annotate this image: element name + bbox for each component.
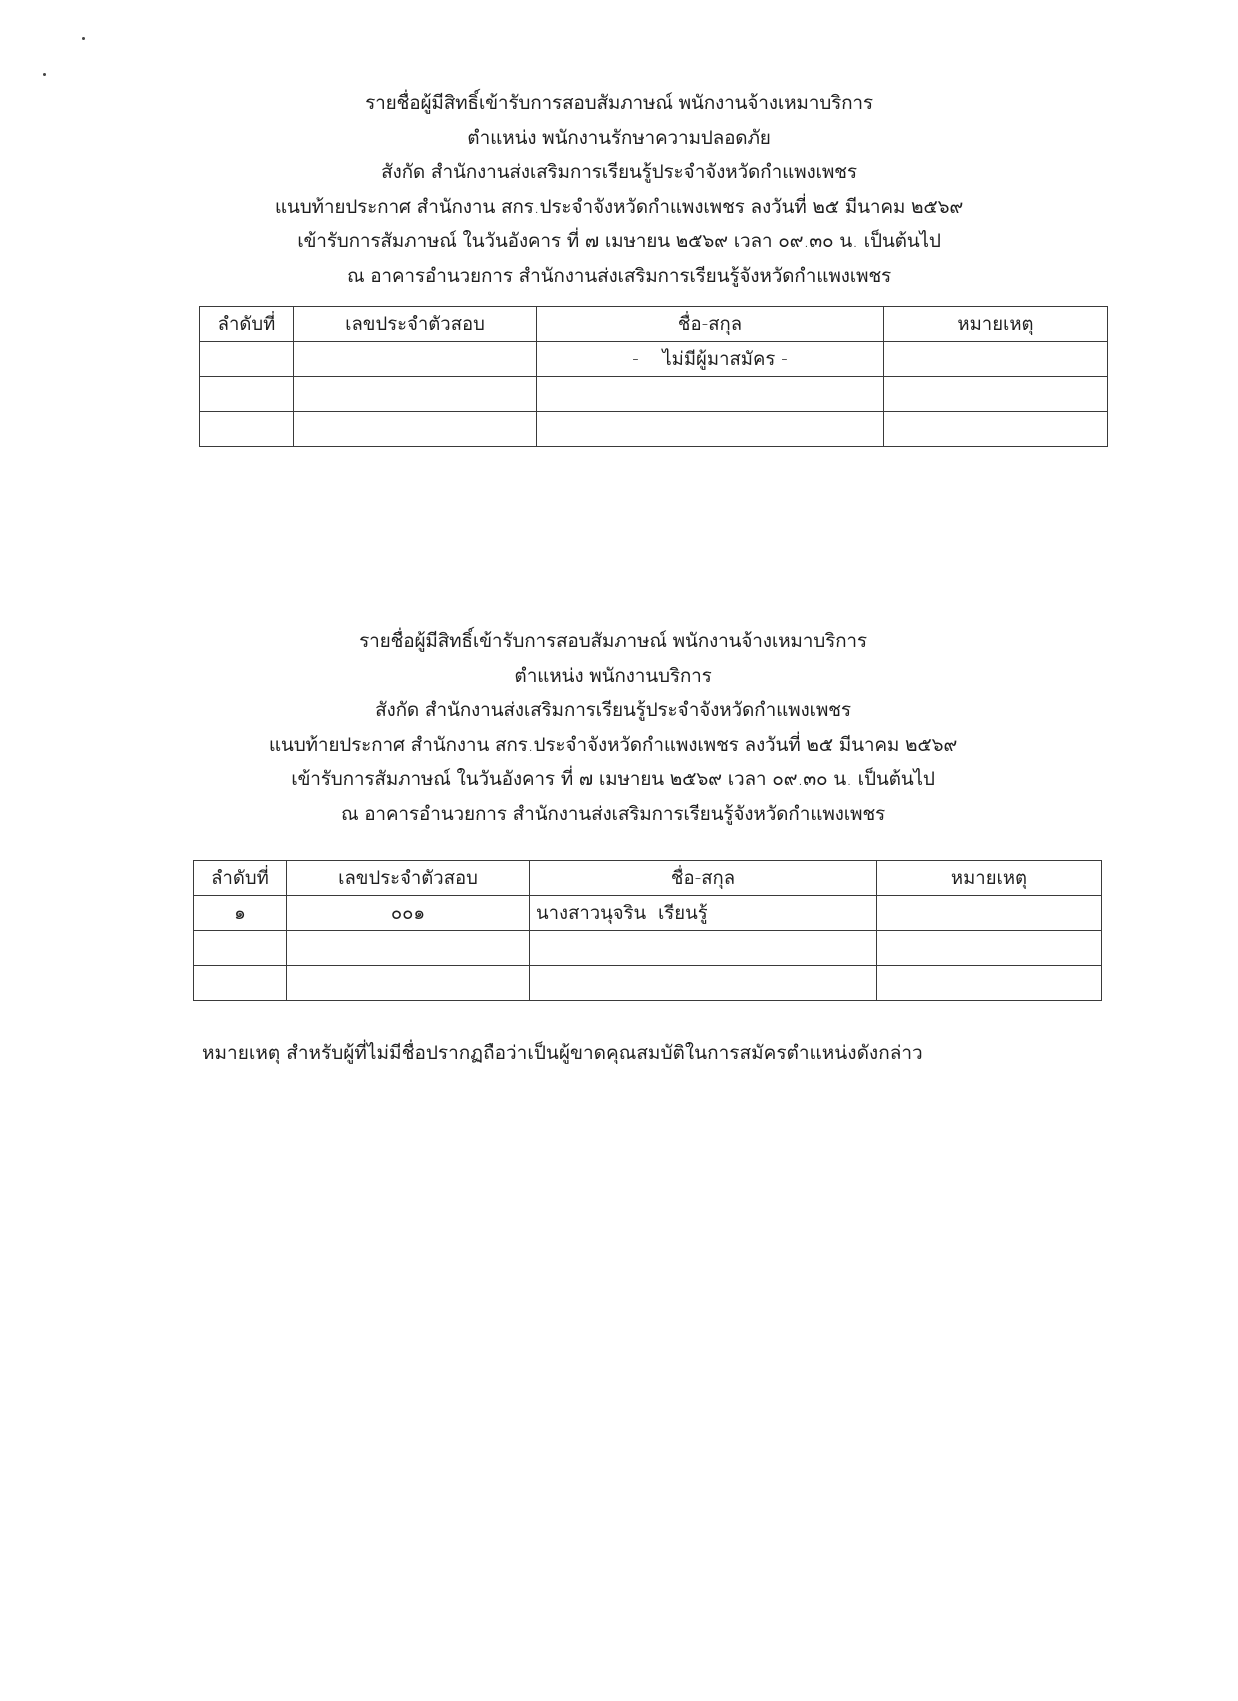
cell-exam-id [287,966,530,1001]
cell-exam-id [294,412,537,447]
cell-full-name [537,412,884,447]
col-header-full-name: ชื่อ-สกุล [530,861,877,896]
cell-remark [884,377,1108,412]
col-header-full-name: ชื่อ-สกุล [537,307,884,342]
cell-remark [877,966,1102,1001]
section-1-candidate-table [199,306,1108,447]
table-row [200,342,1108,377]
cell-full-name [537,377,884,412]
cell-full-name [530,931,877,966]
cell-exam-id [294,342,537,377]
col-header-order: ลำดับที่ [200,307,294,342]
scan-speck [43,73,46,76]
table-row [194,966,1102,1001]
section-1-interview-schedule: เข้ารับการสัมภาษณ์ ในวันอังคาร ที่ ๗ เมษายน ๒๕๖๙ เวลา ๐๙.๓๐ น. เป็นต้นไป [297,230,941,252]
table-row [200,412,1108,447]
section-2-venue: ณ อาคารอำนวยการ สำนักงานส่งเสริมการเรียนรู้จังหวัดกำแพงเพชร [340,802,886,825]
section-1-heading [0,86,1238,293]
col-header-exam-id: เลขประจำตัวสอบ [287,861,530,896]
section-2-heading [0,624,1232,831]
section-2-affiliation: สังกัด สำนักงานส่งเสริมการเรียนรู้ประจำจังหวัดกำแพงเพชร [375,699,851,721]
cell-order [194,966,287,1001]
cell-order: ๑ [194,896,287,931]
section-2-title: รายชื่อผู้มีสิทธิ์เข้ารับการสอบสัมภาษณ์ พนักงานจ้างเหมาบริการ [359,630,867,652]
section-1-venue: ณ อาคารอำนวยการ สำนักงานส่งเสริมการเรียนรู้จังหวัดกำแพงเพชร [346,264,892,287]
table-row [194,931,1102,966]
cell-remark [877,896,1102,931]
section-1-position: ตำแหน่ง พนักงานรักษาความปลอดภัย [467,126,771,149]
cell-no-applicant: - ไม่มีผู้มาสมัคร - [537,342,884,377]
section-1-affiliation: สังกัด สำนักงานส่งเสริมการเรียนรู้ประจำจังหวัดกำแพงเพชร [381,161,857,183]
col-header-remark: หมายเหตุ [877,861,1102,896]
cell-order [194,931,287,966]
cell-order [200,377,294,412]
cell-full-name: นางสาวนุจริน เรียนรู้ [530,896,877,931]
cell-remark [884,342,1108,377]
section-2-interview-schedule: เข้ารับการสัมภาษณ์ ในวันอังคาร ที่ ๗ เมษายน ๒๕๖๙ เวลา ๐๙.๓๐ น. เป็นต้นไป [291,768,935,790]
table-header-row [194,861,1102,896]
scan-speck [82,37,85,40]
footnote-remark: หมายเหตุ สำหรับผู้ที่ไม่มีชื่อปรากฏถือว่าเป็นผู้ขาดคุณสมบัติในการสมัครตำแหน่งดังกล่าว [202,1042,923,1064]
col-header-order: ลำดับที่ [194,861,287,896]
section-1-announcement-ref: แนบท้ายประกาศ สำนักงาน สกร.ประจำจังหวัดกำแพงเพชร ลงวันที่ ๒๕ มีนาคม ๒๕๖๙ [274,195,964,218]
cell-remark [884,412,1108,447]
cell-remark [877,931,1102,966]
section-1-title: รายชื่อผู้มีสิทธิ์เข้ารับการสอบสัมภาษณ์ พนักงานจ้างเหมาบริการ [365,92,873,114]
col-header-remark: หมายเหตุ [884,307,1108,342]
cell-full-name [530,966,877,1001]
table-header-row [200,307,1108,342]
cell-exam-id: ๐๐๑ [287,896,530,931]
cell-order [200,412,294,447]
table-row [194,896,1102,931]
cell-order [200,342,294,377]
table-row [200,377,1108,412]
section-2-candidate-table [193,860,1102,1001]
section-2-position: ตำแหน่ง พนักงานบริการ [514,664,712,687]
col-header-exam-id: เลขประจำตัวสอบ [294,307,537,342]
cell-exam-id [294,377,537,412]
section-2-announcement-ref: แนบท้ายประกาศ สำนักงาน สกร.ประจำจังหวัดกำแพงเพชร ลงวันที่ ๒๕ มีนาคม ๒๕๖๙ [268,733,958,756]
cell-exam-id [287,931,530,966]
